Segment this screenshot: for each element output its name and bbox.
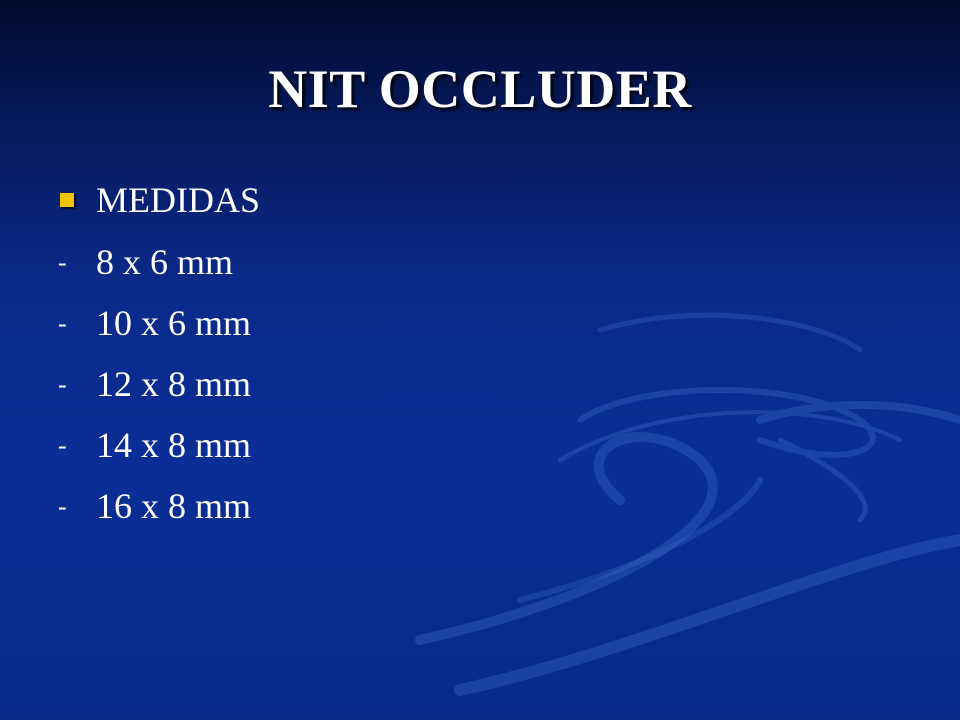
- dash-bullet-icon: -: [58, 431, 67, 460]
- list-item: [58, 478, 918, 539]
- list-item: [58, 234, 918, 295]
- list-item-text: 8 x 6 mm: [96, 242, 234, 282]
- slide-title: NIT OCCLUDER: [268, 59, 692, 119]
- list-heading-text: MEDIDAS: [96, 180, 261, 220]
- dash-bullet-icon: -: [58, 248, 67, 277]
- list-item: [58, 417, 918, 478]
- list-item-text: 14 x 8 mm: [96, 425, 252, 465]
- dash-bullet-icon: -: [58, 370, 67, 399]
- list-item-text: 10 x 6 mm: [96, 303, 252, 343]
- list-item: [58, 356, 918, 417]
- square-bullet-icon: [60, 193, 74, 207]
- list-item-text: 16 x 8 mm: [96, 486, 252, 526]
- content-list: [58, 172, 918, 539]
- dash-bullet-icon: -: [58, 492, 67, 521]
- dash-bullet-icon: -: [58, 309, 67, 338]
- list-item-text: 12 x 8 mm: [96, 364, 252, 404]
- list-heading: [58, 172, 918, 234]
- list-item: [58, 295, 918, 356]
